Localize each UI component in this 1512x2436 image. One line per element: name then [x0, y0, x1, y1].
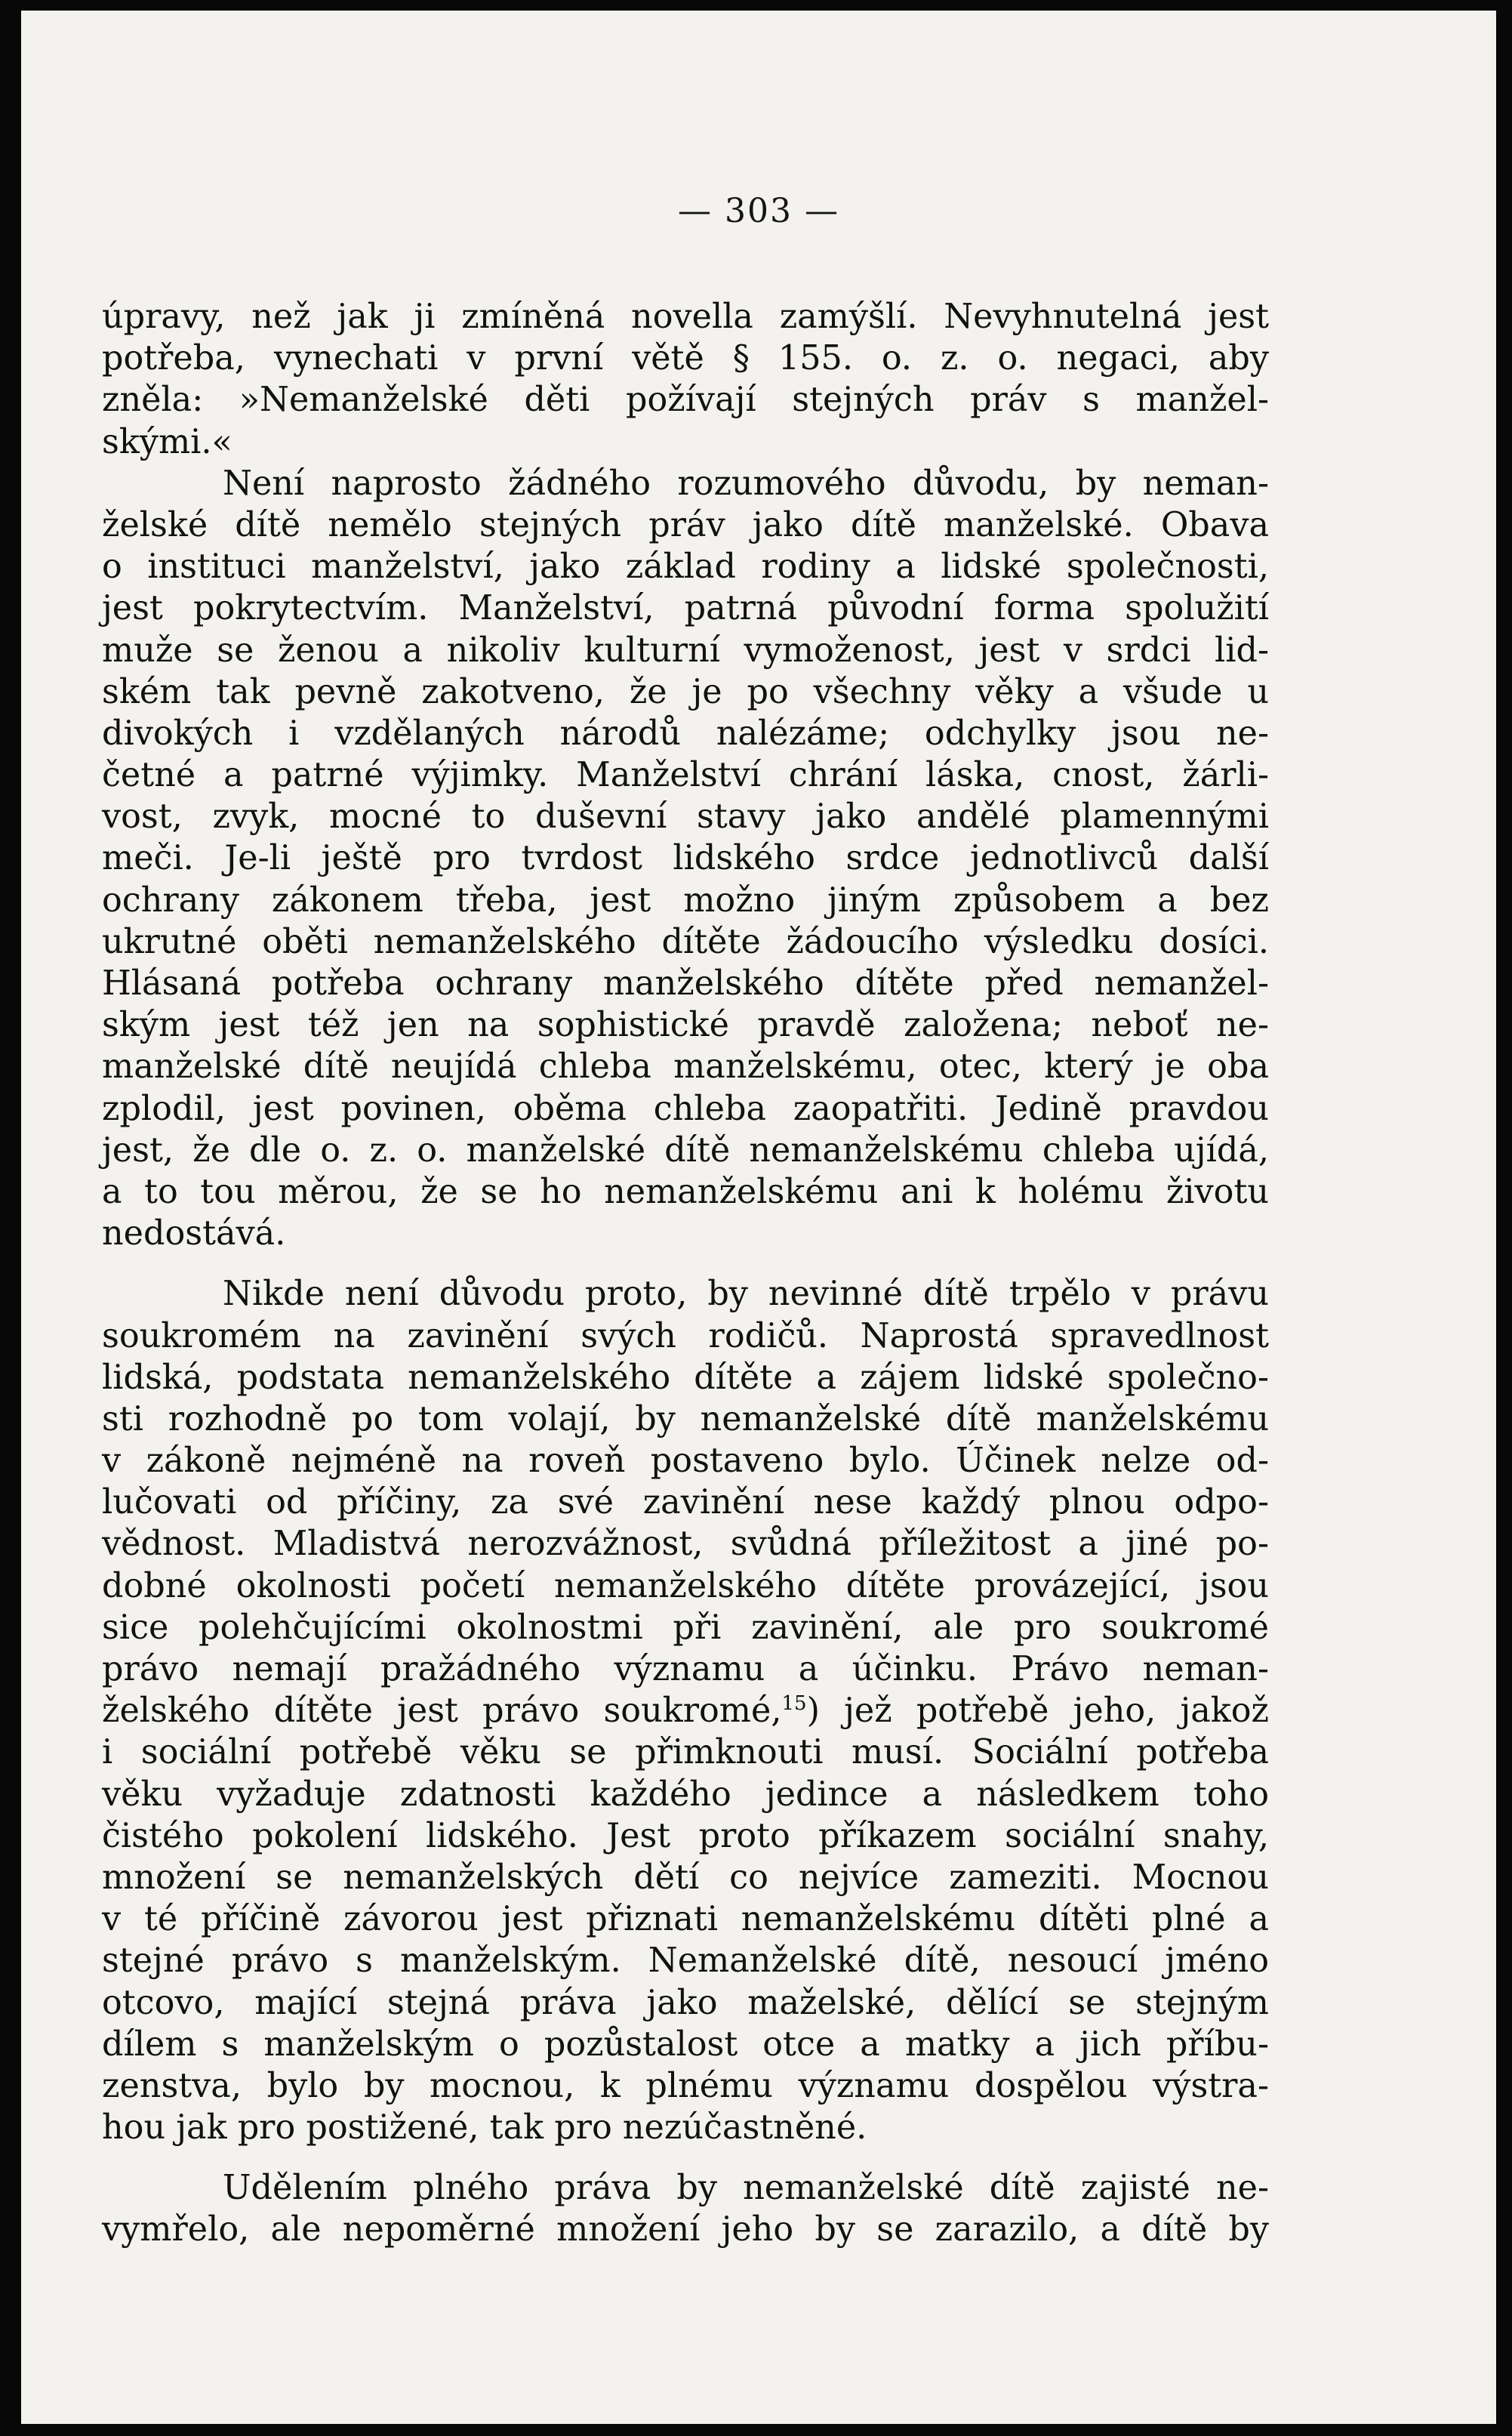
paragraph	[102, 463, 1269, 1255]
text-line: zplodil, jest povinen, oběma chleba zaopatřiti. Jedině pravdou	[102, 1089, 1269, 1128]
text-line: vost, zvyk, mocné to duševní stavy jako andělé plamennými	[102, 797, 1269, 837]
text-line: muže se ženou a nikoliv kulturní vymoženost, jest v srdci lid-	[102, 631, 1269, 670]
page-text	[102, 296, 1269, 2251]
text-line: sice polehčujícími okolnostmi při zavinění, ale pro soukromé	[102, 1608, 1269, 1647]
paragraph	[102, 2167, 1269, 2250]
text-line: Hlásaná potřeba ochrany manželského dítěte před nemanžel-	[102, 964, 1269, 1003]
text-line: hou jak pro postižené, tak pro nezúčastněné.	[102, 2108, 867, 2148]
text-line: potřeba, vynechati v první větě § 155. o. z. o. negaci, aby	[102, 339, 1269, 378]
text-line: ukrutné oběti nemanželského dítěte žádoucího výsledku dosíci.	[102, 922, 1269, 961]
paragraph	[102, 1273, 1269, 2148]
text-line: skými.«	[102, 422, 232, 461]
text-line: nedostává.	[102, 1214, 286, 1253]
text-line: úpravy, než jak ji zmíněná novella zamýšlí. Nevyhnutelná jest	[102, 298, 1269, 336]
text-line: lučovati od příčiny, za své zavinění nese každý plnou odpo-	[102, 1483, 1269, 1522]
text-line: jest pokrytectvím. Manželství, patrná původní forma spolužití	[102, 589, 1269, 628]
text-line: ochrany zákonem třeba, jest možno jiným způsobem a bez	[102, 880, 1269, 920]
line-text-before-footnote: želského dítěte jest právo soukromé,	[102, 1691, 782, 1731]
text-line: a to tou měrou, že se ho nemanželskému ani k holému životu	[102, 1172, 1269, 1211]
text-line: čistého pokolení lidského. Jest proto příkazem sociální snahy,	[102, 1816, 1269, 1855]
text-line: dílem s manželským o pozůstalost otce a matky a jich příbu-	[102, 2024, 1269, 2064]
paragraph	[102, 296, 1269, 463]
page-number: — 303 —	[678, 192, 839, 230]
text-line: sti rozhodně po tom volají, by nemanželské dítě manželskému	[102, 1399, 1269, 1438]
text-line: želské dítě nemělo stejných práv jako dítě manželské. Obava	[102, 505, 1269, 544]
text-line: Nikde není důvodu proto, by nevinné dítě trpělo v právu	[223, 1275, 1269, 1314]
text-line: otcovo, mající stejná práva jako maželské, dělící se stejným	[102, 1983, 1269, 2022]
text-line: stejné právo s manželským. Nemanželské dítě, nesoucí jméno	[102, 1941, 1269, 1981]
paragraph-gap	[102, 2148, 1269, 2167]
line-text-after-footnote: ) jež potřebě jeho, jakož	[806, 1691, 1269, 1731]
text-line-with-footnote	[102, 1690, 1269, 1731]
book-page	[21, 11, 1496, 2424]
text-line: četné a patrné výjimky. Manželství chrání láska, cnost, žárli-	[102, 756, 1269, 795]
text-line: Není naprosto žádného rozumového důvodu, by neman-	[223, 464, 1269, 503]
text-line: manželské dítě neujídá chleba manželskému, otec, který je oba	[102, 1047, 1269, 1087]
text-line: právo nemají pražádného významu a účinku. Právo neman-	[102, 1650, 1269, 1688]
text-line: lidská, podstata nemanželského dítěte a zájem lidské společno-	[102, 1358, 1269, 1397]
text-line: Udělením plného práva by nemanželské dítě zajisté ne-	[223, 2169, 1269, 2208]
text-line: meči. Je-li ještě pro tvrdost lidského srdce jednotlivců další	[102, 839, 1269, 878]
text-line: vědnost. Mladistvá nerozvážnost, svůdná příležitost a jiné po-	[102, 1525, 1269, 1564]
text-line: v té příčině závorou jest přiznati nemanželskému dítěti plné a	[102, 1900, 1269, 1939]
text-line: dobné okolnosti početí nemanželského dítěte provázející, jsou	[102, 1566, 1269, 1605]
text-line: zenstva, bylo by mocnou, k plnému významu dospělou výstra-	[102, 2066, 1269, 2105]
text-line: i sociální potřebě věku se přimknouti musí. Sociální potřeba	[102, 1733, 1269, 1772]
text-line: ském tak pevně zakotveno, že je po všechny věky a všude u	[102, 672, 1269, 711]
text-line: množení se nemanželských dětí co nejvíce zameziti. Mocnou	[102, 1858, 1269, 1897]
text-line: vymřelo, ale nepoměrné množení jeho by se zarazilo, a dítě by	[102, 2210, 1269, 2249]
paragraph-gap	[102, 1254, 1269, 1273]
text-line: ským jest též jen na sophistické pravdě založena; neboť ne-	[102, 1006, 1269, 1045]
footnote-reference[interactable]: 15	[781, 1692, 807, 1716]
text-line: o instituci manželství, jako základ rodiny a lidské společnosti,	[102, 547, 1269, 587]
text-line: věku vyžaduje zdatnosti každého jedince a následkem toho	[102, 1775, 1269, 1814]
text-line: divokých i vzdělaných národů nalézáme; odchylky jsou ne-	[102, 714, 1269, 753]
text-line: soukromém na zavinění svých rodičů. Naprostá spravedlnost	[102, 1316, 1269, 1355]
text-line: zněla: »Nemanželské děti požívají stejných práv s manžel-	[102, 381, 1269, 420]
text-line: v zákoně nejméně na roveň postaveno bylo. Účinek nelze od-	[102, 1442, 1269, 1481]
text-line: jest, že dle o. z. o. manželské dítě nemanželskému chleba ujídá,	[102, 1130, 1269, 1170]
